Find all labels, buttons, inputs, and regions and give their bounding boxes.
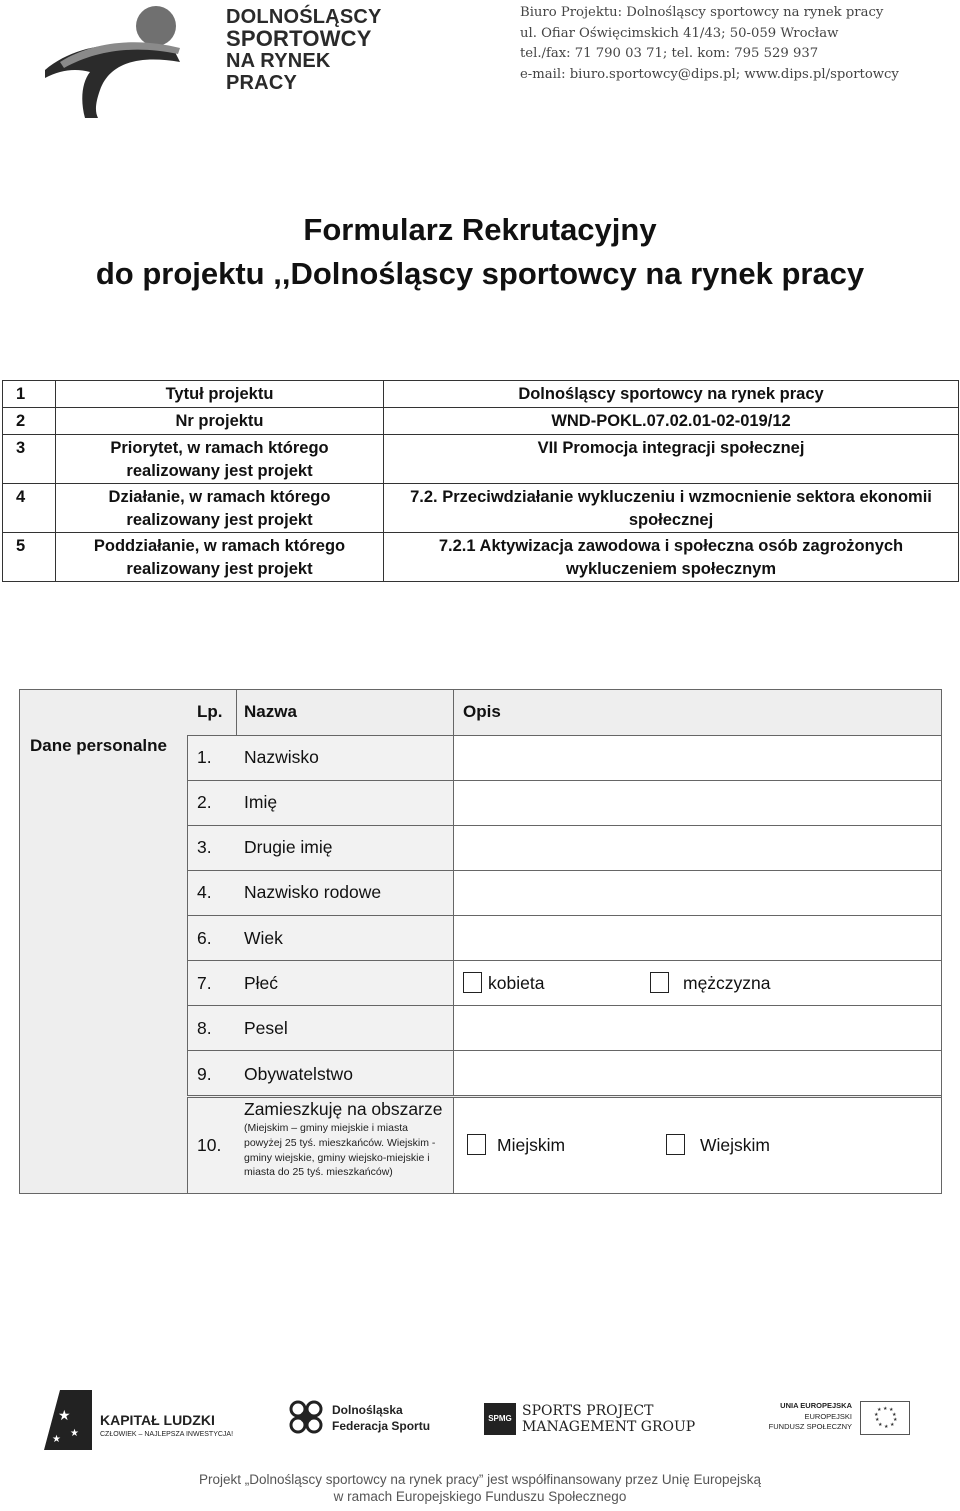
footer-fund: w ramach Europejskiego Funduszu Społecznego <box>333 1489 627 1504</box>
svg-text:★: ★ <box>893 1417 898 1423</box>
row-label-line: realizowany jest projekt <box>126 560 313 578</box>
personal-data-label: Dane personalne <box>30 736 167 755</box>
svg-text:★: ★ <box>877 1407 882 1413</box>
row-number: 1 <box>3 381 56 408</box>
row-name: Obywatelstwo <box>244 1064 353 1084</box>
logo-line-3: NA RYNEK PRACY <box>226 50 331 94</box>
male-checkbox[interactable] <box>650 972 669 993</box>
row-label <box>56 435 384 484</box>
info-row <box>3 408 959 435</box>
footer-cofinancing: Projekt „Dolnośląscy sportowcy na rynek pracy” jest współfinansowany przez Unię Europejską <box>199 1472 761 1487</box>
svg-text:★: ★ <box>70 1428 79 1439</box>
residence-title: Zamieszkuję na obszarze <box>244 1099 443 1119</box>
eu-line-3: FUNDUSZ SPOŁECZNY <box>768 1422 852 1431</box>
spmg-logo <box>484 1403 704 1439</box>
rural-checkbox[interactable] <box>666 1134 685 1155</box>
row-value <box>384 533 959 582</box>
row-label-line: Priorytet, w ramach którego <box>110 439 329 457</box>
info-row <box>3 533 959 582</box>
form-title: Formularz Rekrutacyjny <box>303 212 657 247</box>
spmg-badge: SPMG <box>484 1403 516 1435</box>
office-line-3: tel./fax: 71 790 03 71; tel. kom: 795 529 937 <box>520 46 819 61</box>
row-value <box>384 484 959 533</box>
svg-text:★: ★ <box>884 1424 889 1430</box>
row-lp: 10. <box>197 1135 222 1155</box>
female-label: kobieta <box>488 973 545 993</box>
office-line-4: e-mail: biuro.sportowcy@dips.pl; www.dips.pl/sportowcy <box>520 66 899 82</box>
row-value: VII Promocja integracji społecznej <box>384 435 959 484</box>
kapital-title: KAPITAŁ LUDZKI <box>100 1412 215 1428</box>
eu-logo <box>762 1401 912 1441</box>
row-label: Nr projektu <box>56 408 384 435</box>
row-value: Dolnośląscy sportowcy na rynek pracy <box>384 381 959 408</box>
svg-text:★: ★ <box>889 1407 894 1413</box>
row-lp: 3. <box>197 837 212 857</box>
age-input[interactable] <box>453 915 942 961</box>
info-row <box>3 381 959 408</box>
row-lp: 1. <box>197 747 212 767</box>
svg-text:★: ★ <box>890 1422 895 1428</box>
row-number: 4 <box>3 484 56 533</box>
svg-text:★: ★ <box>874 1412 879 1418</box>
row-value: WND-POKL.07.02.01-02-019/12 <box>384 408 959 435</box>
svg-text:★: ★ <box>875 1417 880 1423</box>
svg-text:★: ★ <box>878 1422 883 1428</box>
dfs-line-2: Federacja Sportu <box>332 1419 431 1433</box>
maiden-name-input[interactable] <box>453 870 942 916</box>
kapital-slogan: CZŁOWIEK – NAJLEPSZA INWESTYCJA! <box>100 1431 234 1438</box>
row-name: Drugie imię <box>244 837 333 857</box>
logo-line-2: SPORTOWCY <box>226 26 372 51</box>
footer-logos <box>0 1385 960 1455</box>
office-line-1: Biuro Projektu: Dolnośląscy sportowcy na rynek pracy <box>520 5 884 20</box>
eu-flag-icon <box>860 1401 910 1435</box>
header-divider <box>236 689 237 735</box>
row-number: 5 <box>3 533 56 582</box>
row-number: 2 <box>3 408 56 435</box>
row-lp: 6. <box>197 928 212 948</box>
svg-text:★: ★ <box>58 1408 71 1424</box>
svg-text:★: ★ <box>52 1434 61 1445</box>
second-name-input[interactable] <box>453 825 942 871</box>
row-name: Nazwisko rodowe <box>244 882 382 902</box>
row-lp: 9. <box>197 1064 212 1084</box>
office-address <box>520 3 899 85</box>
residence-note: (Miejskim – gminy miejskie i miasta powyżej 25 tyś. mieszkańców. Wiejskim - gminy wiejskie, gminy wiejsko-miejskie i miasta do 25 tyś. mieszkańców) <box>244 1122 436 1179</box>
first-name-input[interactable] <box>453 780 942 826</box>
header-name: Nazwa <box>244 702 297 721</box>
row-name: Pesel <box>244 1018 288 1038</box>
info-row <box>3 484 959 533</box>
row-value-line: wykluczeniem społecznym <box>566 560 776 578</box>
header-desc: Opis <box>463 702 501 721</box>
row-value-line: 7.2.1 Aktywizacja zawodowa i społeczna osób zagrożonych <box>438 537 904 555</box>
kapital-ludzki-logo <box>44 1390 244 1450</box>
row-label-line: realizowany jest projekt <box>126 511 313 529</box>
eu-line-2: EUROPEJSKI <box>804 1412 852 1421</box>
citizenship-input[interactable] <box>453 1050 942 1096</box>
row-label-line: Poddziałanie, w ramach którego <box>93 537 346 555</box>
spmg-line-2: MANAGEMENT GROUP <box>522 1419 696 1435</box>
urban-checkbox[interactable] <box>467 1134 486 1155</box>
row-name: Wiek <box>244 928 283 948</box>
info-row <box>3 435 959 484</box>
row-name: Imię <box>244 792 278 812</box>
office-line-2: ul. Ofiar Oświęcimskich 41/43; 50-059 Wrocław <box>520 25 839 41</box>
svg-text:★: ★ <box>892 1412 897 1418</box>
row-value-line: 7.2. Przeciwdziałanie wykluczeniu i wzmocnienie sektora ekonomii <box>410 488 932 506</box>
urban-label: Miejskim <box>497 1135 566 1155</box>
eu-line-1: UNIA EUROPEJSKA <box>780 1401 852 1410</box>
row-lp: 4. <box>197 882 212 902</box>
header-divider <box>453 689 454 735</box>
project-info-table <box>2 380 959 582</box>
dfs-logo <box>288 1395 438 1445</box>
project-logo <box>40 0 382 120</box>
row-label-line: realizowany jest projekt <box>126 462 313 480</box>
pesel-input[interactable] <box>453 1005 942 1051</box>
form-subtitle: do projektu ,,Dolnośląscy sportowcy na rynek pracy <box>95 256 865 291</box>
logo-line-1: DOLNOŚLĄSCY <box>226 6 382 28</box>
row-label <box>56 533 384 582</box>
header-lp: Lp. <box>197 702 223 721</box>
row-label: Tytuł projektu <box>56 381 384 408</box>
row-value-line: społecznej <box>628 511 714 529</box>
row-lp: 7. <box>197 973 212 993</box>
row-lp: 8. <box>197 1018 212 1038</box>
dfs-line-1: Dolnośląska <box>332 1403 403 1417</box>
row-number: 3 <box>3 435 56 484</box>
surname-input[interactable] <box>453 735 942 781</box>
male-label: mężczyzna <box>683 973 771 993</box>
spmg-line-1: SPORTS PROJECT <box>522 1403 654 1419</box>
female-checkbox[interactable] <box>463 972 482 993</box>
svg-text:★: ★ <box>883 1406 888 1412</box>
row-name: Nazwisko <box>244 747 319 767</box>
row-label-line: Działanie, w ramach którego <box>108 488 331 506</box>
row-label <box>56 484 384 533</box>
row-name: Płeć <box>244 973 279 993</box>
rural-label: Wiejskim <box>700 1135 770 1155</box>
row-lp: 2. <box>197 792 212 812</box>
